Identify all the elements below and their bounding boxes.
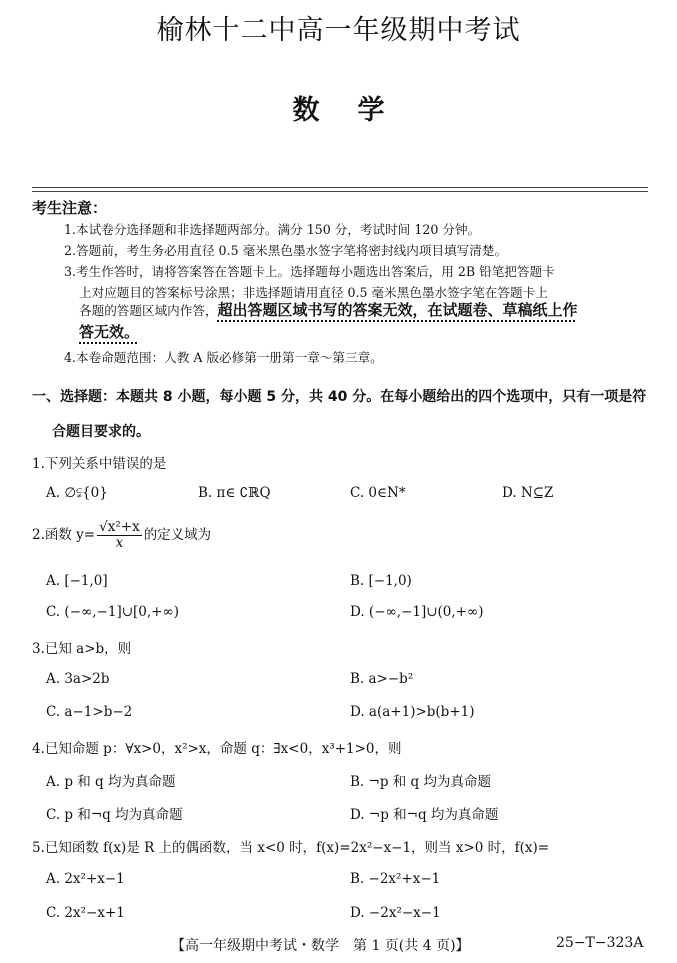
question-5-stem: 5.已知函数 f(x)是 R 上的偶函数，当 x<0 时，f(x)=2x²−x−1，则当 x>0 时，f(x)= xyxy=(32,840,550,856)
q3-option-c: C. a−1>b−2 xyxy=(46,704,133,720)
q1-option-a: A. ∅⫋{0} xyxy=(46,485,108,501)
q5-option-a: A. 2x²+x−1 xyxy=(46,871,125,887)
emphasis-text: 超出答题区域书写的答案无效，在试题卷、草稿纸上作 xyxy=(217,301,578,319)
question-4-stem: 4.已知命题 p：∀x>0，x²>x，命题 q：∃x<0，x³+1>0，则 xyxy=(32,741,402,757)
exam-title: 榆林十二中高一年级期中考试 xyxy=(156,15,521,46)
divider-line xyxy=(32,191,648,192)
q4-option-a: A. p 和 q 均为真命题 xyxy=(46,774,176,790)
q3-option-a: A. 3a>2b xyxy=(46,671,110,687)
q1-option-c: C. 0∈N* xyxy=(350,485,406,501)
notice-heading: 考生注意： xyxy=(32,199,108,217)
q1-option-d: D. N⊆Z xyxy=(502,485,554,501)
notice-item: 4.本卷命题范围：人教 A 版必修第一册第一章～第三章。 xyxy=(64,350,383,365)
subject-title: 数学 xyxy=(292,95,423,126)
notice-item: 各题的答题区域内作答， xyxy=(79,303,218,318)
q3-option-d: D. a(a+1)>b(b+1) xyxy=(350,704,475,720)
q5-option-b: B. −2x²+x−1 xyxy=(350,871,441,887)
q2-stem-post: 的定义域为 xyxy=(143,526,212,543)
question-1-stem: 1.下列关系中错误的是 xyxy=(32,456,167,472)
section-heading-cont: 合题目要求的。 xyxy=(52,424,150,440)
q4-option-b: B. ¬p 和 q 均为真命题 xyxy=(350,774,491,790)
emphasis-text: 答无效。 xyxy=(79,323,140,341)
q2-option-b: B. [−1,0) xyxy=(350,573,412,589)
notice-item-with-emphasis xyxy=(79,299,578,320)
section-heading: 一、选择题：本题共 8 小题，每小题 5 分，共 40 分。在每小题给出的四个选项中，只有一项是符 xyxy=(32,389,647,405)
q2-denominator: x xyxy=(115,534,124,551)
q2-option-d: D. (−∞,−1]∪(0,+∞) xyxy=(350,604,484,620)
exam-code: 25−T−323A xyxy=(556,935,644,951)
notice-item: 1.本试卷分选择题和非选择题两部分。满分 150 分，考试时间 120 分钟。 xyxy=(64,222,481,237)
page-footer: 【高一年级期中考试・数学 第 1 页(共 4 页)】 xyxy=(171,938,470,954)
q2-numerator: √x²+x xyxy=(99,519,140,535)
divider-line xyxy=(32,187,648,188)
q5-option-c: C. 2x²−x+1 xyxy=(46,905,125,921)
question-2-stem xyxy=(32,520,211,551)
notice-item: 上对应题目的答案标号涂黑；非选择题请用直径 0.5 毫米黑色墨水签字笔在答题卡上 xyxy=(79,285,548,300)
q4-option-c: C. p 和¬q 均为真命题 xyxy=(46,807,183,823)
q2-stem-pre: 2.函数 y= xyxy=(32,526,96,543)
q1-option-b: B. π∈ ∁ℝQ xyxy=(198,485,271,501)
q2-fraction xyxy=(97,520,142,551)
q2-option-a: A. [−1,0] xyxy=(46,573,108,589)
q4-option-d: D. ¬p 和¬q 均为真命题 xyxy=(350,807,499,823)
q3-option-b: B. a>−b² xyxy=(350,671,414,687)
notice-item: 2.答题前，考生务必用直径 0.5 毫米黑色墨水签字笔将密封线内项目填写清楚。 xyxy=(64,243,508,258)
q5-option-d: D. −2x²−x−1 xyxy=(350,905,441,921)
question-3-stem: 3.已知 a>b，则 xyxy=(32,641,132,657)
notice-item: 3.考生作答时，请将答案答在答题卡上。选择题每小题选出答案后，用 2B 铅笔把答题卡 xyxy=(64,264,555,279)
q2-option-c: C. (−∞,−1]∪[0,+∞) xyxy=(46,604,179,620)
